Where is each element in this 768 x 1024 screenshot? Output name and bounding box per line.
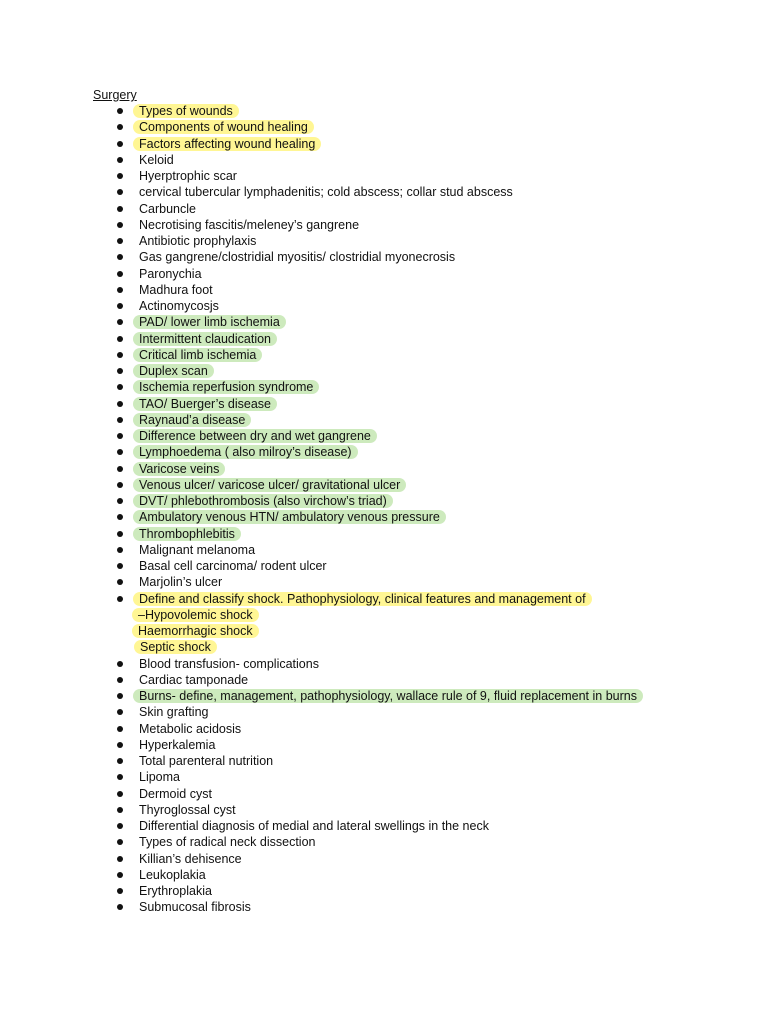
list-item-text	[139, 201, 196, 217]
list-item-text	[139, 298, 219, 314]
list-item-text	[138, 607, 259, 623]
highlighted-text: Types of wounds	[133, 104, 239, 118]
bullet-icon	[117, 726, 123, 732]
bullet-icon	[117, 498, 123, 504]
list-item-text	[138, 623, 259, 639]
list-item	[0, 558, 768, 574]
bullet-icon	[117, 433, 123, 439]
item-text: Actinomycosjs	[139, 299, 219, 313]
bullet-icon	[117, 872, 123, 878]
bullet-icon	[117, 742, 123, 748]
bullet-icon	[117, 514, 123, 520]
item-text: Madhura foot	[139, 282, 213, 297]
list-item-text	[139, 802, 236, 818]
item-text: Total parenteral nutrition	[139, 754, 274, 768]
bullet-icon	[117, 173, 123, 179]
item-text: cervical tubercular lymphadenitis; cold abscess; collar stud abscess	[139, 185, 513, 200]
list-item-text	[139, 883, 212, 899]
list-item	[0, 266, 768, 282]
list-item-text	[139, 818, 489, 834]
list-item-text	[139, 266, 202, 282]
list-item-text	[139, 136, 321, 152]
list-item	[0, 574, 768, 590]
list-item	[0, 363, 768, 379]
bullet-icon	[117, 271, 123, 277]
list-item-text	[139, 558, 327, 574]
bullet-icon	[117, 596, 123, 602]
list-item	[0, 379, 768, 395]
item-text: Submucosal fibrosis	[139, 900, 251, 915]
item-text: Types of radical neck dissection	[139, 835, 316, 850]
bullet-icon	[117, 677, 123, 683]
highlighted-text: Lymphoedema ( also milroy’s disease)	[133, 445, 358, 459]
list-item	[0, 152, 768, 168]
list-item-text	[139, 461, 225, 477]
list-item	[0, 851, 768, 867]
item-text: Skin grafting	[139, 705, 209, 720]
bullet-icon	[117, 856, 123, 862]
highlighted-text: –Hypovolemic shock	[132, 608, 259, 622]
list-item-text	[139, 396, 277, 412]
list-item	[0, 201, 768, 217]
list-item-text	[139, 282, 213, 298]
bullet-icon	[117, 319, 123, 325]
list-item	[0, 802, 768, 818]
list-item	[0, 184, 768, 200]
list-item	[0, 282, 768, 298]
highlighted-text: Ambulatory venous HTN/ ambulatory venous pressure	[133, 510, 446, 524]
list-item-text	[139, 233, 256, 249]
bullet-icon	[117, 807, 123, 813]
bullet-icon	[117, 482, 123, 488]
bullet-icon	[117, 352, 123, 358]
list-item	[0, 233, 768, 249]
list-item	[0, 704, 768, 720]
bullet-icon	[117, 774, 123, 780]
list-item-text	[139, 509, 446, 525]
item-text: Antibiotic prophylaxis	[139, 234, 257, 248]
list-item	[0, 656, 768, 672]
item-text: Malignant melanoma	[139, 542, 256, 557]
bullet-icon	[117, 661, 123, 667]
highlighted-text: Critical limb ischemia	[133, 348, 262, 362]
list-item-text	[139, 688, 643, 704]
highlighted-text: Thrombophlebitis	[133, 527, 241, 541]
list-item-text	[140, 639, 217, 655]
list-item	[0, 769, 768, 785]
highlighted-text: Difference between dry and wet gangrene	[133, 429, 377, 443]
bullet-icon	[117, 693, 123, 699]
highlighted-text: Haemorrhagic shock	[132, 624, 259, 638]
list-item	[0, 136, 768, 152]
topic-list	[0, 103, 768, 916]
list-item-text	[139, 769, 180, 785]
bullet-icon	[117, 384, 123, 390]
bullet-icon	[117, 791, 123, 797]
list-item-text	[139, 786, 212, 802]
item-text: Lipoma	[139, 770, 180, 785]
list-item-text	[139, 314, 286, 330]
list-item	[0, 688, 768, 704]
bullet-icon	[117, 563, 123, 569]
bullet-icon	[117, 579, 123, 585]
list-item	[0, 428, 768, 444]
highlighted-text: Intermittent claudication	[133, 332, 277, 346]
list-item	[0, 412, 768, 428]
bullet-icon	[117, 466, 123, 472]
bullet-icon	[117, 709, 123, 715]
list-item-text	[139, 184, 513, 200]
bullet-icon	[117, 108, 123, 114]
bullet-icon	[117, 287, 123, 293]
list-item	[0, 396, 768, 412]
list-item-text	[139, 656, 319, 672]
list-item	[0, 103, 768, 119]
bullet-icon	[117, 839, 123, 845]
list-item	[0, 867, 768, 883]
list-item-text	[139, 899, 251, 915]
page-heading: Surgery	[93, 88, 137, 102]
list-item	[0, 672, 768, 688]
list-item-text	[139, 542, 255, 558]
item-text: Differential diagnosis of medial and lateral swellings in the neck	[139, 819, 489, 833]
list-item-text	[139, 103, 239, 119]
bullet-icon	[117, 336, 123, 342]
list-item	[0, 607, 768, 623]
list-item-text	[139, 867, 206, 883]
list-item	[0, 623, 768, 639]
list-item-text	[139, 591, 592, 607]
list-item-text	[139, 477, 406, 493]
item-text: Killian’s dehisence	[139, 851, 242, 866]
list-item-text	[139, 249, 455, 265]
item-text: Carbuncle	[139, 201, 196, 216]
item-text: Gas gangrene/clostridial myositis/ clostridial myonecrosis	[139, 250, 456, 265]
list-item-text	[139, 331, 277, 347]
list-item-text	[139, 737, 215, 753]
highlighted-text: DVT/ phlebothrombosis (also virchow’s triad)	[133, 494, 393, 508]
list-item-text	[139, 363, 214, 379]
bullet-icon	[117, 368, 123, 374]
item-text: Marjolin’s ulcer	[139, 575, 223, 590]
highlighted-text: Varicose veins	[133, 462, 225, 476]
bullet-icon	[117, 141, 123, 147]
list-item-text	[139, 526, 241, 542]
highlighted-text: Septic shock	[134, 640, 217, 654]
list-item-text	[139, 412, 251, 428]
list-item-text	[139, 428, 377, 444]
list-item-text	[139, 217, 359, 233]
list-item	[0, 639, 768, 655]
bullet-icon	[117, 531, 123, 537]
bullet-icon	[117, 157, 123, 163]
bullet-icon	[117, 254, 123, 260]
bullet-icon	[117, 417, 123, 423]
bullet-icon	[117, 238, 123, 244]
item-text: Leukoplakia	[139, 867, 206, 882]
item-text: Dermoid cyst	[139, 786, 212, 801]
list-item-text	[139, 347, 262, 363]
bullet-icon	[117, 303, 123, 309]
list-item	[0, 298, 768, 314]
highlighted-text: Duplex scan	[133, 364, 214, 378]
list-item	[0, 249, 768, 265]
bullet-icon	[117, 189, 123, 195]
highlighted-text: Ischemia reperfusion syndrome	[133, 380, 319, 394]
list-item	[0, 542, 768, 558]
bullet-icon	[117, 758, 123, 764]
list-item	[0, 834, 768, 850]
bullet-icon	[117, 222, 123, 228]
highlighted-text: Factors affecting wound healing	[133, 137, 321, 151]
item-text: Blood transfusion- complications	[139, 656, 319, 671]
item-text: Paronychia	[139, 266, 202, 281]
list-item	[0, 753, 768, 769]
list-item	[0, 591, 768, 607]
list-item-text	[139, 574, 222, 590]
list-item-text	[139, 444, 358, 460]
highlighted-text: TAO/ Buerger’s disease	[133, 397, 277, 411]
list-item-text	[139, 704, 208, 720]
bullet-icon	[117, 823, 123, 829]
item-text: Keloid	[139, 152, 174, 167]
list-item-text	[139, 493, 393, 509]
list-item	[0, 119, 768, 135]
highlighted-text: Define and classify shock. Pathophysiology, clinical features and management of	[133, 592, 592, 606]
highlighted-text: Venous ulcer/ varicose ulcer/ gravitational ulcer	[133, 478, 406, 492]
bullet-icon	[117, 888, 123, 894]
bullet-icon	[117, 206, 123, 212]
list-item-text	[139, 119, 314, 135]
highlighted-text: Components of wound healing	[133, 120, 314, 134]
item-text: Cardiac tamponade	[139, 672, 249, 687]
list-item	[0, 314, 768, 330]
list-item	[0, 331, 768, 347]
list-item	[0, 168, 768, 184]
highlighted-text: Raynaud’a disease	[133, 413, 251, 427]
list-item-text	[139, 152, 174, 168]
list-item	[0, 217, 768, 233]
item-text: Necrotising fascitis/meleney’s gangrene	[139, 217, 360, 232]
list-item-text	[139, 672, 248, 688]
list-item-text	[139, 851, 242, 867]
list-item	[0, 461, 768, 477]
highlighted-text: PAD/ lower limb ischemia	[133, 315, 286, 329]
item-text: Metabolic acidosis	[139, 721, 242, 736]
list-item	[0, 526, 768, 542]
list-item	[0, 444, 768, 460]
list-item-text	[139, 753, 273, 769]
list-item-text	[139, 168, 237, 184]
list-item-text	[139, 379, 319, 395]
list-item	[0, 737, 768, 753]
list-item	[0, 721, 768, 737]
bullet-icon	[117, 401, 123, 407]
list-item	[0, 786, 768, 802]
list-item	[0, 347, 768, 363]
list-item-text	[139, 834, 315, 850]
bullet-icon	[117, 124, 123, 130]
bullet-icon	[117, 904, 123, 910]
list-item	[0, 818, 768, 834]
bullet-icon	[117, 449, 123, 455]
item-text: Thyroglossal cyst	[139, 802, 236, 817]
item-text: Hyperkalemia	[139, 737, 216, 752]
bullet-icon	[117, 547, 123, 553]
highlighted-text: Burns- define, management, pathophysiology, wallace rule of 9, fluid replacement in burns	[133, 689, 643, 703]
list-item	[0, 509, 768, 525]
item-text: Hyerptrophic scar	[139, 169, 237, 183]
list-item	[0, 883, 768, 899]
item-text: Erythroplakia	[139, 884, 212, 898]
list-item	[0, 899, 768, 915]
list-item	[0, 493, 768, 509]
list-item-text	[139, 721, 241, 737]
item-text: Basal cell carcinoma/ rodent ulcer	[139, 559, 327, 573]
list-item	[0, 477, 768, 493]
